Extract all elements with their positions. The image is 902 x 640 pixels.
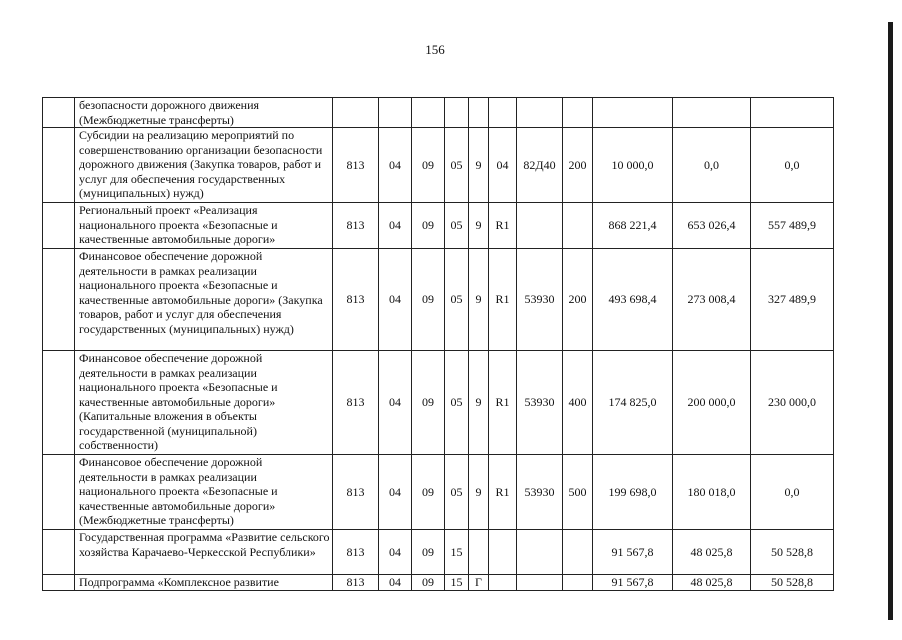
program-code-cell: 05 (445, 128, 469, 203)
subprogram-code-cell: 9 (469, 249, 489, 351)
direction-code-cell: 53930 (517, 351, 563, 455)
section-code-cell: 04 (379, 249, 412, 351)
subprogram-code-cell: 9 (469, 203, 489, 249)
direction-code-cell (517, 203, 563, 249)
item-name-cell: Финансовое обеспечение дорожной деятельности в рамках реализации национального проекта «Безопасные и качественные автомобильные дороги» (Межбюджетные трансферты) (75, 455, 333, 530)
event-code-cell (489, 530, 517, 575)
item-name-cell: безопасности дорожного движения (Межбюджетные трансферты) (75, 98, 333, 128)
amount-year3-cell: 327 489,9 (751, 249, 834, 351)
expense-type-cell: 200 (563, 128, 593, 203)
amount-year1-cell (593, 98, 673, 128)
table-row (43, 98, 834, 128)
ministry-code-cell: 813 (333, 351, 379, 455)
subprogram-code-cell (469, 530, 489, 575)
row-margin-cell (43, 455, 75, 530)
subprogram-code-cell: 9 (469, 455, 489, 530)
subsection-code-cell: 09 (412, 128, 445, 203)
amount-year3-cell: 0,0 (751, 455, 834, 530)
ministry-code-cell: 813 (333, 128, 379, 203)
ministry-code-cell: 813 (333, 575, 379, 591)
program-code-cell: 05 (445, 351, 469, 455)
amount-year1-cell: 10 000,0 (593, 128, 673, 203)
subsection-code-cell: 09 (412, 249, 445, 351)
ministry-code-cell: 813 (333, 249, 379, 351)
amount-year2-cell: 653 026,4 (673, 203, 751, 249)
table-row (43, 128, 834, 203)
direction-code-cell: 53930 (517, 455, 563, 530)
amount-year2-cell: 200 000,0 (673, 351, 751, 455)
amount-year2-cell: 180 018,0 (673, 455, 751, 530)
item-name-cell: Субсидии на реализацию мероприятий по совершенствованию организации безопасности дорожного движения (Закупка товаров, работ и услуг для обеспечения государственных (муниципальных) нужд) (75, 128, 333, 203)
budget-table (42, 97, 834, 591)
row-margin-cell (43, 351, 75, 455)
table-row (43, 249, 834, 351)
program-code-cell: 05 (445, 455, 469, 530)
direction-code-cell: 53930 (517, 249, 563, 351)
event-code-cell: R1 (489, 351, 517, 455)
item-name-cell: Подпрограмма «Комплексное развитие (75, 575, 333, 591)
row-margin-cell (43, 530, 75, 575)
subsection-code-cell: 09 (412, 455, 445, 530)
amount-year3-cell: 50 528,8 (751, 530, 834, 575)
program-code-cell: 15 (445, 530, 469, 575)
event-code-cell: R1 (489, 249, 517, 351)
direction-code-cell (517, 98, 563, 128)
ministry-code-cell: 813 (333, 455, 379, 530)
row-margin-cell (43, 98, 75, 128)
scan-edge-shadow (888, 22, 893, 620)
program-code-cell: 15 (445, 575, 469, 591)
section-code-cell: 04 (379, 575, 412, 591)
program-code-cell: 05 (445, 203, 469, 249)
ministry-code-cell (333, 98, 379, 128)
amount-year2-cell: 48 025,8 (673, 575, 751, 591)
amount-year1-cell: 91 567,8 (593, 530, 673, 575)
expense-type-cell (563, 98, 593, 128)
row-margin-cell (43, 249, 75, 351)
item-name-cell: Финансовое обеспечение дорожной деятельности в рамках реализации национального проекта «Безопасные и качественные автомобильные дороги» (Закупка товаров, работ и услуг для обеспечения государственных (муниципальных) нужд) (75, 249, 333, 351)
amount-year1-cell: 91 567,8 (593, 575, 673, 591)
amount-year3-cell: 0,0 (751, 128, 834, 203)
amount-year3-cell: 50 528,8 (751, 575, 834, 591)
event-code-cell (489, 98, 517, 128)
direction-code-cell (517, 575, 563, 591)
subprogram-code-cell: 9 (469, 351, 489, 455)
event-code-cell: R1 (489, 455, 517, 530)
amount-year3-cell: 230 000,0 (751, 351, 834, 455)
event-code-cell: 04 (489, 128, 517, 203)
program-code-cell: 05 (445, 249, 469, 351)
subsection-code-cell: 09 (412, 203, 445, 249)
row-margin-cell (43, 203, 75, 249)
expense-type-cell: 200 (563, 249, 593, 351)
amount-year1-cell: 493 698,4 (593, 249, 673, 351)
ministry-code-cell: 813 (333, 530, 379, 575)
subsection-code-cell: 09 (412, 575, 445, 591)
expense-type-cell (563, 203, 593, 249)
expense-type-cell (563, 575, 593, 591)
event-code-cell (489, 575, 517, 591)
table-row (43, 575, 834, 591)
amount-year1-cell: 199 698,0 (593, 455, 673, 530)
event-code-cell: R1 (489, 203, 517, 249)
section-code-cell (379, 98, 412, 128)
subprogram-code-cell (469, 98, 489, 128)
direction-code-cell: 82Д40 (517, 128, 563, 203)
direction-code-cell (517, 530, 563, 575)
program-code-cell (445, 98, 469, 128)
subsection-code-cell: 09 (412, 530, 445, 575)
row-margin-cell (43, 128, 75, 203)
section-code-cell: 04 (379, 351, 412, 455)
ministry-code-cell: 813 (333, 203, 379, 249)
section-code-cell: 04 (379, 455, 412, 530)
row-margin-cell (43, 575, 75, 591)
amount-year1-cell: 868 221,4 (593, 203, 673, 249)
table-row (43, 203, 834, 249)
amount-year3-cell: 557 489,9 (751, 203, 834, 249)
amount-year1-cell: 174 825,0 (593, 351, 673, 455)
expense-type-cell (563, 530, 593, 575)
item-name-cell: Региональный проект «Реализация национального проекта «Безопасные и качественные автомобильные дороги» (75, 203, 333, 249)
page-number: 156 (425, 42, 445, 57)
amount-year2-cell: 273 008,4 (673, 249, 751, 351)
expense-type-cell: 500 (563, 455, 593, 530)
expense-type-cell: 400 (563, 351, 593, 455)
amount-year2-cell: 48 025,8 (673, 530, 751, 575)
item-name-cell: Государственная программа «Развитие сельского хозяйства Карачаево-Черкесской Республики» (75, 530, 333, 575)
amount-year3-cell (751, 98, 834, 128)
subsection-code-cell (412, 98, 445, 128)
subsection-code-cell: 09 (412, 351, 445, 455)
amount-year2-cell: 0,0 (673, 128, 751, 203)
section-code-cell: 04 (379, 203, 412, 249)
section-code-cell: 04 (379, 530, 412, 575)
table-row (43, 455, 834, 530)
section-code-cell: 04 (379, 128, 412, 203)
subprogram-code-cell: 9 (469, 128, 489, 203)
table-row (43, 530, 834, 575)
table-row (43, 351, 834, 455)
amount-year2-cell (673, 98, 751, 128)
subprogram-code-cell: Г (469, 575, 489, 591)
item-name-cell: Финансовое обеспечение дорожной деятельности в рамках реализации национального проекта «Безопасные и качественные автомобильные дороги» (Капитальные вложения в объекты государственной (муниципальной) собственности) (75, 351, 333, 455)
